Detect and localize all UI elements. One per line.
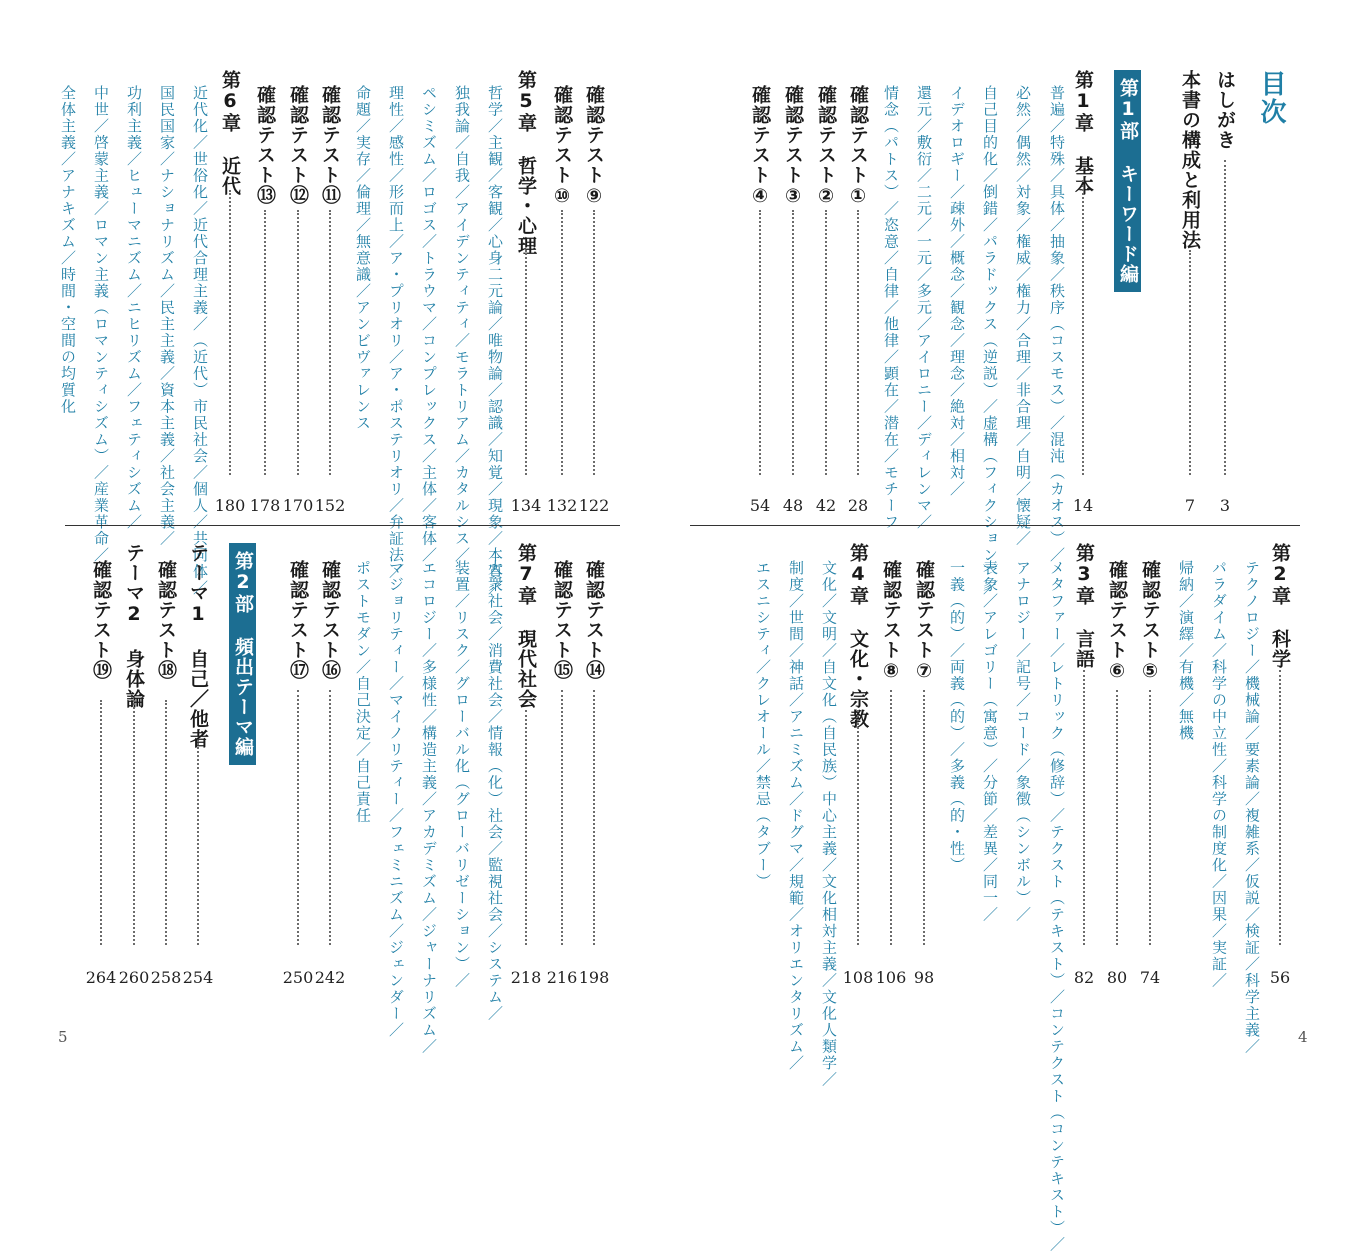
dot-leader (561, 210, 563, 475)
toc-keyword-list: 独我論／自我／アイデンティティ／モラトリアム／カタルシス／ (453, 85, 471, 564)
toc-entry-title[interactable]: 確認テスト⑭ (583, 560, 605, 680)
toc-keyword-list: パラダイム／科学の中立性／科学の制度化／因果／実証／ (1210, 560, 1228, 989)
toc-page-number: 42 (815, 496, 837, 515)
toc-page-number: 7 (1184, 496, 1196, 515)
dot-leader (890, 690, 892, 945)
toc-entry-title[interactable]: 確認テスト⑮ (551, 560, 573, 680)
toc-keyword-list: 還元／敷衍／二元／一元／多元／アイロニー／ディレンマ／ (915, 85, 933, 531)
horizontal-rule-left (65, 525, 620, 526)
toc-page-number: 74 (1139, 968, 1161, 987)
toc-page-number: 258 (150, 968, 182, 987)
toc-entry-title[interactable]: 確認テスト⑲ (90, 560, 112, 680)
dot-leader (759, 210, 761, 475)
toc-entry-title[interactable]: 第6章 近代 (219, 70, 241, 196)
toc-page-number: 218 (510, 968, 542, 987)
toc-keyword-list: 帰納／演繹／有機／無機 (1177, 560, 1195, 742)
toc-entry-title[interactable]: 確認テスト⑰ (287, 560, 309, 680)
dot-leader (329, 690, 331, 945)
toc-keyword-list: 普遍／特殊／具体／抽象／秩序（コスモス）／混沌（カオス）／ (1048, 85, 1066, 564)
toc-page-number: 80 (1106, 968, 1128, 987)
toc-entry-title[interactable]: 第4章 文化・宗教 (847, 543, 869, 729)
toc-entry-title[interactable]: 確認テスト⑩ (551, 85, 573, 208)
toc-entry-title[interactable]: 確認テスト② (815, 85, 837, 208)
toc-keyword-list: 功利主義／ヒューマニズム／ニヒリズム／フェティシズム／ (125, 85, 143, 531)
toc-entry-title[interactable]: 確認テスト⑱ (155, 560, 177, 680)
dot-leader (1082, 180, 1084, 475)
dot-leader (297, 210, 299, 475)
toc-keyword-list: 近代化／世俗化／近代合理主義／（近代）市民社会／個人／共同体／ (191, 85, 209, 597)
page-number-left: 5 (58, 1028, 68, 1046)
toc-keyword-list: ポストモダン／自己決定／自己責任 (354, 560, 372, 824)
toc-keyword-list: 表象／アレゴリー（寓意）／分節／差異／同一／ (981, 560, 999, 923)
dot-leader (923, 690, 925, 945)
toc-keyword-list: エスニシティ／クレオール／禁忌（タブー） (754, 560, 772, 890)
dot-leader (297, 690, 299, 945)
toc-page-number: 170 (282, 496, 314, 515)
toc-entry-title[interactable]: 確認テスト④ (749, 85, 771, 208)
toc-page-number: 134 (510, 496, 542, 515)
toc-page-number: 250 (282, 968, 314, 987)
toc-page-number: 216 (546, 968, 578, 987)
toc-entry-title[interactable]: 本書の構成と利用法 (1179, 70, 1201, 250)
toc-keyword-list: 大衆社会／消費社会／情報（化）社会／監視社会／システム／ (486, 560, 504, 1022)
toc-entry-title[interactable]: 確認テスト⑬ (254, 85, 276, 205)
toc-keyword-list: 哲学／主観／客観／心身二元論／唯物論／認識／知覚／現象／本質／ (486, 85, 504, 597)
toc-entry-title[interactable]: 確認テスト⑧ (880, 560, 902, 683)
toc-keyword-list: 必然／偶然／対象／権威／権力／合理／非合理／自明／懐疑／ (1014, 85, 1032, 547)
toc-keyword-list: 中世／啓蒙主義／ロマン主義（ロマンティシズム）／産業革命／ (92, 85, 110, 564)
toc-page-number: 260 (118, 968, 150, 987)
dot-leader (329, 210, 331, 475)
part-banner: 第1部 キーワード編 (1114, 70, 1141, 292)
toc-keyword-list: 理性／感性／形而上／ア・プリオリ／ア・ポステリオリ／弁証法／ (387, 85, 405, 580)
toc-page-number: 106 (875, 968, 907, 987)
page-number-right: 4 (1298, 1028, 1308, 1046)
toc-keyword-list: 情念（パトス）／恣意／自律／他律／顕在／潜在／モチーフ (882, 85, 900, 531)
toc-keyword-list: メタファー／レトリック（修辞）／テクスト（テキスト）／コンテクスト（コンテキスト）／ (1048, 560, 1066, 1253)
toc-entry-title[interactable]: 第7章 現代社会 (515, 543, 537, 709)
dot-leader (197, 740, 199, 945)
toc-page-number: 180 (214, 496, 246, 515)
toc-page-number: 242 (314, 968, 346, 987)
dot-leader (229, 190, 231, 475)
toc-page-number: 264 (85, 968, 117, 987)
dot-leader (857, 710, 859, 945)
toc-keyword-list: 命題／実存／倫理／無意識／アンビヴァレンス (354, 85, 372, 432)
toc-entry-title[interactable]: 確認テスト① (847, 85, 869, 208)
toc-entry-title[interactable]: 確認テスト⑪ (319, 85, 341, 205)
dot-leader (1224, 160, 1226, 475)
toc-entry-title[interactable]: 第1章 基本 (1072, 70, 1094, 196)
dot-leader (165, 700, 167, 945)
toc-entry-title[interactable]: テーマ2 身体論 (123, 543, 145, 709)
toc-page-number: 56 (1269, 968, 1291, 987)
toc-keyword-list: 国民国家／ナショナリズム／民主主義／資本主義／社会主義／ (158, 85, 176, 547)
toc-entry-title[interactable]: 確認テスト⑯ (319, 560, 341, 680)
dot-leader (1083, 670, 1085, 945)
toc-entry-title[interactable]: 確認テスト③ (782, 85, 804, 208)
toc-entry-title[interactable]: 確認テスト⑨ (583, 85, 605, 208)
dot-leader (561, 690, 563, 945)
toc-page-number: 48 (782, 496, 804, 515)
toc-entry-title[interactable]: はしがき (1214, 70, 1236, 150)
toc-entry-title[interactable]: 第5章 哲学・心理 (515, 70, 537, 256)
toc-title: 目次 (1256, 70, 1286, 126)
toc-page-number: 178 (249, 496, 281, 515)
toc-keyword-list: マジョリティー／マイノリティー／フェミニズム／ジェンダー／ (387, 560, 405, 1039)
toc-page-number: 152 (314, 496, 346, 515)
dot-leader (792, 210, 794, 475)
toc-entry-title[interactable]: 確認テスト⑦ (913, 560, 935, 683)
dot-leader (593, 690, 595, 945)
toc-keyword-list: ペシミズム／ロゴス／トラウマ／コンプレックス／主体／客体／ (420, 85, 438, 564)
toc-entry-title[interactable]: 第3章 言語 (1073, 543, 1095, 669)
dot-leader (525, 710, 527, 945)
toc-page-number: 82 (1073, 968, 1095, 987)
dot-leader (100, 700, 102, 945)
toc-entry-title[interactable]: 確認テスト⑥ (1106, 560, 1128, 683)
dot-leader (1279, 670, 1281, 945)
toc-page-number: 198 (578, 968, 610, 987)
toc-page-number: 98 (913, 968, 935, 987)
toc-entry-title[interactable]: 第2章 科学 (1269, 543, 1291, 669)
toc-page-number: 28 (847, 496, 869, 515)
dot-leader (1189, 250, 1191, 475)
dot-leader (1149, 690, 1151, 945)
dot-leader (264, 210, 266, 475)
toc-page-number: 3 (1219, 496, 1231, 515)
toc-keyword-list: 文化／文明／自文化（自民族）中心主義／文化相対主義／文化人類学／ (820, 560, 838, 1088)
toc-keyword-list: 自己目的化／倒錯／パラドックス（逆説）／虚構（フィクション）／ (981, 85, 999, 597)
part-banner: 第2部 頻出テーマ編 (229, 543, 256, 765)
toc-page-number: 254 (182, 968, 214, 987)
toc-keyword-list: エコロジー／多様性／構造主義／アカデミズム／ジャーナリズム／ (420, 560, 438, 1055)
toc-page-number: 122 (578, 496, 610, 515)
toc-keyword-list: 制度／世間／神話／アニミズム／ドグマ／規範／オリエンタリズム／ (787, 560, 805, 1072)
toc-keyword-list: 装置／リスク／グローバル化（グローバリゼーション）／ (453, 560, 471, 989)
toc-keyword-list: 一義（的）／両義（的）／多義（的・性） (948, 560, 966, 874)
dot-leader (1116, 690, 1118, 945)
toc-entry-title[interactable]: 確認テスト⑤ (1139, 560, 1161, 683)
toc-page-number: 108 (842, 968, 874, 987)
toc-page-number: 132 (546, 496, 578, 515)
dot-leader (593, 210, 595, 475)
dot-leader (825, 210, 827, 475)
dot-leader (133, 700, 135, 945)
toc-keyword-list: イデオロギー／疎外／概念／観念／理念／絶対／相対／ (948, 85, 966, 498)
toc-entry-title[interactable]: テーマ1 自己／他者 (187, 543, 209, 749)
toc-keyword-list: テクノロジー／機械論／要素論／複雑系／仮説／検証／科学主義／ (1243, 560, 1261, 1055)
toc-keyword-list: 全体主義／アナキズム／時間・空間の均質化 (59, 85, 77, 415)
toc-page-number: 54 (749, 496, 771, 515)
horizontal-rule-right (690, 525, 1300, 526)
dot-leader (857, 210, 859, 475)
dot-leader (525, 250, 527, 475)
toc-page-number: 14 (1072, 496, 1094, 515)
toc-keyword-list: アナロジー／記号／コード／象徴（シンボル）／ (1014, 560, 1032, 923)
toc-entry-title[interactable]: 確認テスト⑫ (287, 85, 309, 205)
